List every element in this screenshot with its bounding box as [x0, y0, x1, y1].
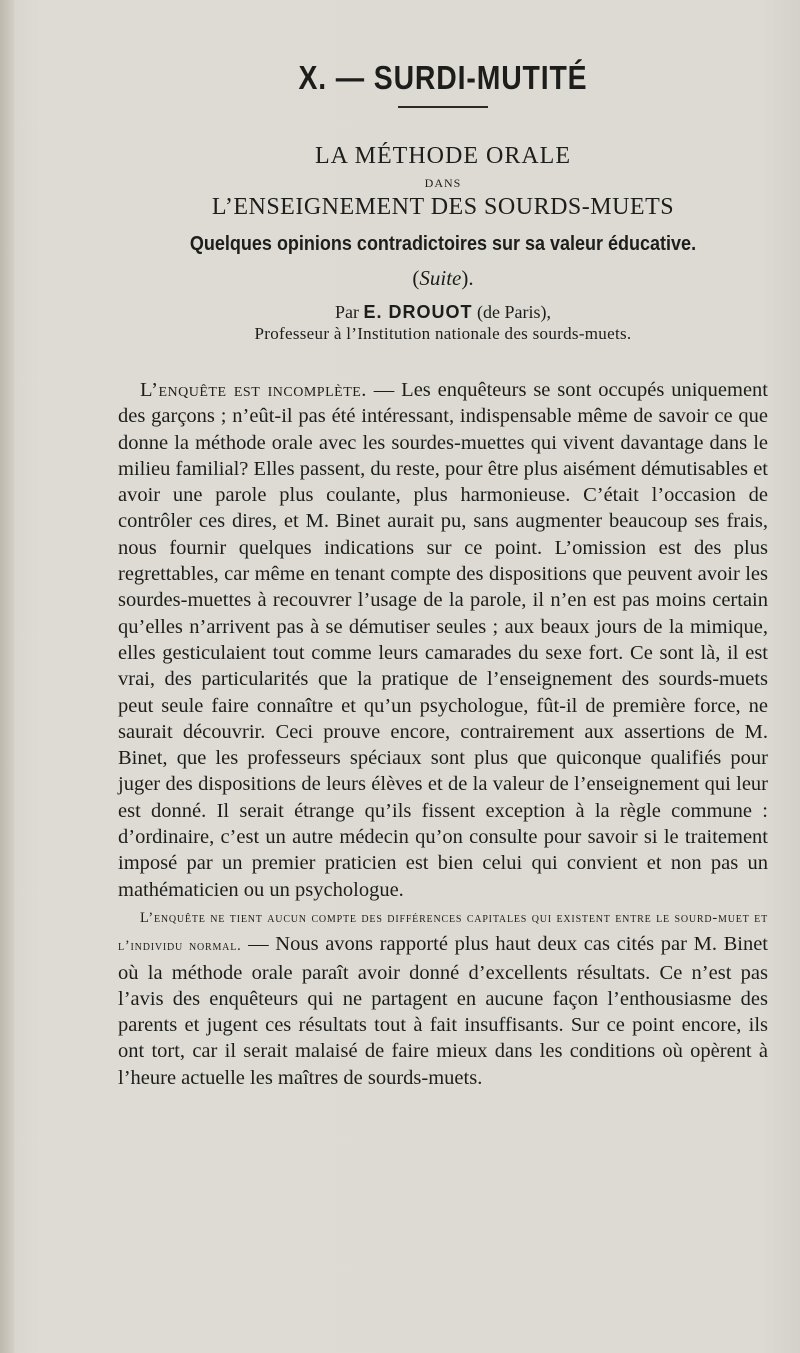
heading-rule — [398, 106, 488, 108]
author-affiliation: Professeur à l’Institution nationale des sourds-muets. — [254, 324, 632, 343]
section-heading: L’enquête ne tient aucun compte des différences capitales qui existent entre le sourd-muet et l’individu normal. — [118, 909, 768, 955]
paragraph-text: — Nous avons rapporté plus haut deux cas cités par M. Binet où la méthode orale paraît avoir donné d’excellents résultats. Ce n’est pas l’avis des enquêteurs qui ne partagent en aucune façon l’enthousiasme des parents et jugent ces résultats tout à fait insuffisants. Sur ce point encore, ils ont tort, car il serait malaisé de faire mieux dans les conditions où opèrent à l’heure actuelle les maîtres de sourds-muets. — [118, 933, 768, 1089]
continuation-label: Suite — [419, 266, 462, 290]
title-line-1: LA MÉTHODE ORALE — [315, 143, 571, 169]
author-line — [118, 301, 768, 323]
section-heading: L’enquête est incomplète. — [140, 379, 367, 401]
author-suffix: (de Paris), — [477, 302, 551, 322]
article-body — [118, 377, 768, 1091]
author-name: E. DROUOT — [363, 302, 473, 322]
continuation-note: (Suite). — [412, 266, 474, 290]
subtitle: Quelques opinions contradictoires sur sa valeur éducative. — [189, 233, 697, 255]
author-prefix: Par — [335, 302, 359, 322]
paragraph-text: — Les enquêteurs se sont occupés uniquement des garçons ; n’eût-il pas été intéressant, indispensable même de savoir ce que donne la méthode orale avec les sourdes-muettes qui vivent davantage dans le milieu familial? Elles passent, du reste, pour être plus aisément démutisables et avoir une parole plus coulante, plus harmonieuse. C’était l’occasion de contrôler ces dires, et M. Binet aurait pu, sans augmenter beaucoup ses frais, nous fournir quelques indications sur ce point. L’omission est des plus regrettables, car même en tenant compte des dispositions que peuvent avoir les sourdes-muettes à recouvrer l’usage de la parole, il n’en est pas moins certain qu’elles n’arrivent pas à se démutiser seules ; aux beaux jours de la mimique, elles gesticulaient tout comme leurs camarades du sexe fort. Ce sont là, il est vrai, des particularités que la pratique de l’enseignement des sourds-muets peut seule faire connaître et qu’un psychologue, fût-il de première force, ne saurait découvrir. Ceci prouve encore, contrairement aux assertions de M. Binet, que les professeurs spéciaux sont plus que quiconque qualifiés pour juger des dispositions de leurs élèves et de la valeur de l’enseignement qui leur est donné. Il serait étrange qu’ils fissent exception à la règle commune : d’ordinaire, c’est un autre médecin qu’on consulte pour savoir si le traitement imposé par un premier praticien est bien celui qui convient et non pas un mathématicien ou un psychologue. — [118, 379, 768, 901]
paragraph — [118, 903, 768, 1091]
title-line-2: DANS — [424, 176, 462, 190]
title-line-3: L’ENSEIGNEMENT DES SOURDS-MUETS — [211, 194, 675, 220]
chapter-heading: X. — SURDI-MUTITÉ — [298, 59, 588, 96]
article — [118, 58, 768, 1091]
paragraph — [118, 377, 768, 903]
